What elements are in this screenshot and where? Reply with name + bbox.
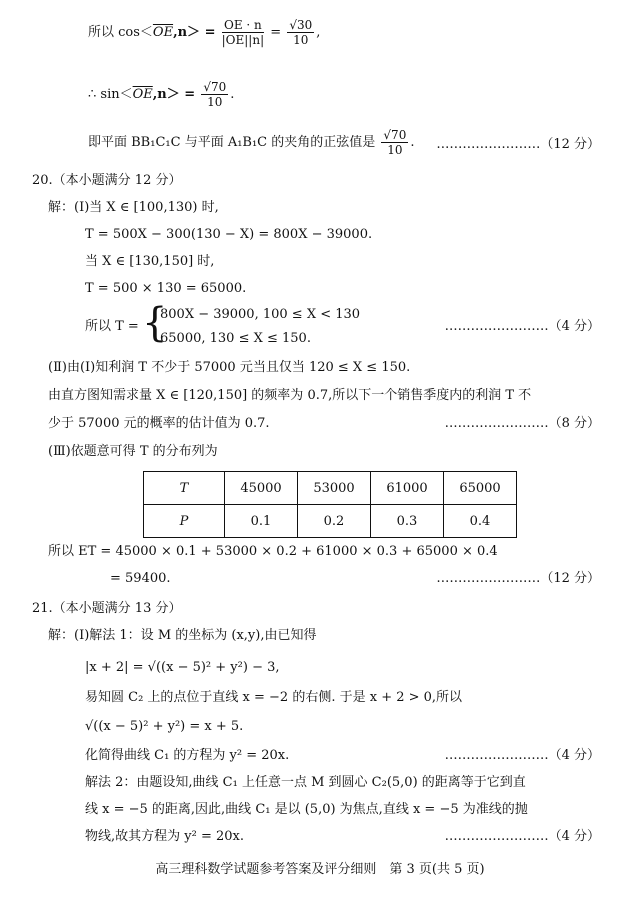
table-cell: P	[144, 505, 225, 538]
table-cell: 61000	[371, 472, 444, 505]
q21-eq2: √((x − 5)² + y²) = x + 5.	[85, 719, 244, 734]
q21-m2-line1: 解法 2：由题设知,曲线 C₁ 上任意一点 M 到圆心 C₂(5,0) 的距离等于它到直	[85, 775, 526, 790]
vector-oe-2: $\overline{OE}$	[132, 87, 153, 102]
q20-et-line1: 所以 ET = 45000 × 0.1 + 53000 × 0.2 + 61000 × 0.3 + 65000 × 0.4	[48, 544, 498, 559]
table-cell: 65000	[444, 472, 517, 505]
trailing-comma: ,	[316, 25, 321, 40]
table-cell: 45000	[225, 472, 298, 505]
table-cell: 0.1	[225, 505, 298, 538]
q21-score1: ……………………（4 分）	[444, 748, 600, 763]
q21-intro: 解：(Ⅰ)解法 1：设 M 的坐标为 (x,y),由已知得	[48, 628, 317, 643]
q21-m2-line3: 物线,故其方程为 y² = 20x.	[85, 829, 244, 844]
page-footer: 高三理科数学试题参考答案及评分细则 第 3 页(共 5 页)	[155, 862, 485, 877]
period-2: .	[410, 135, 415, 150]
table-cell: T	[144, 472, 225, 505]
sqrt70-2: √70	[383, 128, 407, 142]
q20-et-line2: = 59400.	[110, 571, 171, 586]
q20-part2-line3: 少于 57000 元的概率的估计值为 0.7.	[48, 416, 270, 431]
period: .	[230, 87, 235, 102]
sqrt70: √70	[203, 80, 227, 94]
q20-piece2: 65000, 130 ≤ X ≤ 150.	[160, 331, 311, 346]
q20-part2-line1: (Ⅱ)由(Ⅰ)知利润 T 不少于 57000 元当且仅当 120 ≤ X ≤ 150.	[48, 360, 411, 375]
q20-piece1: 800X − 39000, 100 ≤ X < 130	[160, 307, 361, 322]
table-row-P	[144, 505, 517, 538]
q20-part1-intro: 解：(Ⅰ)当 X ∈ [100,130) 时,	[48, 200, 219, 215]
ten-2: 10	[207, 95, 223, 109]
cos-fraction-denominator: |OE||n|	[221, 33, 265, 47]
q19-score: ……………………（12 分）	[436, 137, 600, 152]
table-cell: 0.4	[444, 505, 517, 538]
distribution-table	[143, 471, 517, 538]
q21-score2: ……………………（4 分）	[444, 829, 600, 844]
q21-line3: 化简得曲线 C₁ 的方程为 y² = 20x.	[85, 748, 290, 763]
q20-eq2: T = 500 × 130 = 65000.	[85, 281, 247, 296]
table-row-T	[144, 472, 517, 505]
sin-line	[88, 80, 234, 109]
q20-score3: ……………………（12 分）	[436, 571, 600, 586]
q21-title: 21.（本小题满分 13 分）	[32, 601, 182, 616]
q20-eq1: T = 500X − 300(130 − X) = 800X − 39000.	[85, 227, 373, 242]
sqrt30: √30	[289, 18, 313, 32]
table-cell: 0.3	[371, 505, 444, 538]
q21-line2: 易知圆 C₂ 上的点位于直线 x = −2 的右侧. 于是 x + 2 > 0,所以	[85, 690, 463, 705]
cos-n: ,n＞ =	[173, 25, 216, 40]
sin-n: ,n＞ =	[152, 87, 196, 102]
q19-conclusion	[88, 128, 414, 157]
ten: 10	[293, 33, 309, 47]
q21-eq1: |x + 2| = √((x − 5)² + y²) − 3,	[85, 660, 280, 675]
ten-3: 10	[387, 143, 403, 157]
conclusion-text: 即平面 BB₁C₁C 与平面 A₁B₁C 的夹角的正弦值是	[88, 135, 376, 150]
cos-line	[88, 18, 320, 47]
q20-sofar: 所以 T =	[85, 319, 139, 334]
cos-prefix: 所以 cos＜	[88, 25, 153, 40]
q20-part2-line2: 由直方图知需求量 X ∈ [120,150] 的频率为 0.7,所以下一个销售季度内的利润 T 不	[48, 388, 532, 403]
cos-fraction-numerator: OE · n	[222, 18, 265, 33]
q20-part3-intro: (Ⅲ)依题意可得 T 的分布列为	[48, 444, 218, 459]
q20-score2: ……………………（8 分）	[444, 416, 600, 431]
sqrt30-fraction	[287, 18, 314, 47]
table-cell: 53000	[298, 472, 371, 505]
conclusion-fraction	[381, 128, 408, 157]
sin-prefix: ∴ sin＜	[88, 87, 133, 102]
vector-oe: $\overline{OE}$	[152, 25, 174, 40]
piecewise-brace: {	[142, 300, 168, 346]
q20-case2: 当 X ∈ [130,150] 时,	[85, 254, 215, 269]
equals-sign: =	[270, 25, 282, 40]
q20-title: 20.（本小题满分 12 分）	[32, 173, 182, 188]
q21-m2-line2: 线 x = −5 的距离,因此,曲线 C₁ 是以 (5,0) 为焦点,直线 x = −5 为准线的抛	[85, 802, 528, 817]
cos-fraction	[222, 18, 265, 47]
q20-score1: ……………………（4 分）	[444, 319, 600, 334]
sqrt70-fraction	[201, 80, 228, 109]
table-cell: 0.2	[298, 505, 371, 538]
